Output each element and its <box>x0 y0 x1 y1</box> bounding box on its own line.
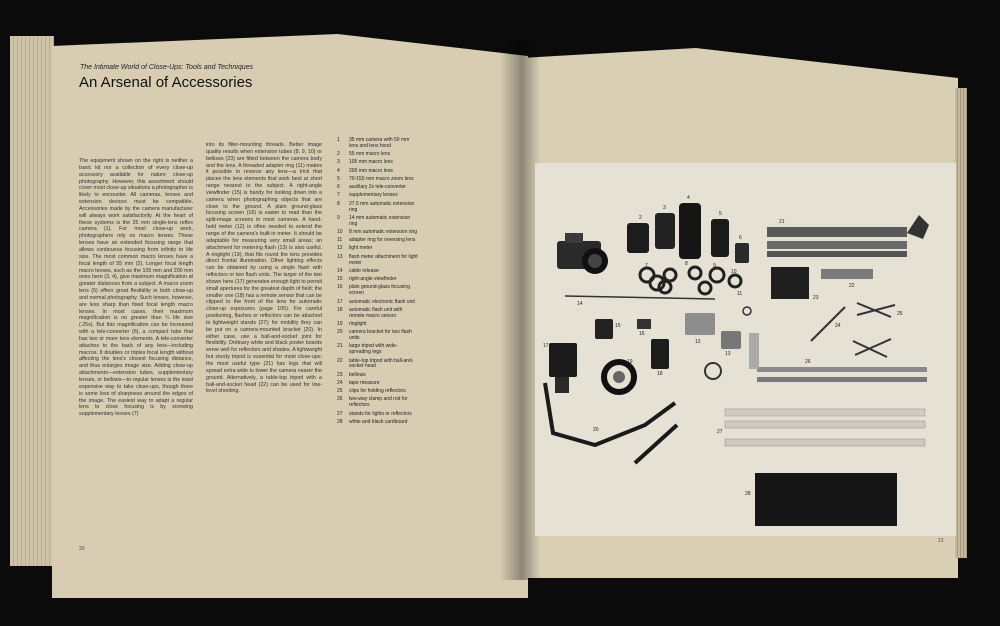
plate-label: 24 <box>835 323 841 329</box>
legend-item: 20 camera bracket for two flash units <box>337 329 412 342</box>
legend-item: 28 white and black cardboard <box>337 418 408 425</box>
plate-label: 22 <box>849 283 855 289</box>
legend-item: 22 table-top tripod with ball-and-socket head <box>337 357 414 370</box>
plate-label: 16 <box>639 331 645 337</box>
plate-label: 11 <box>737 291 743 297</box>
plate-label: 17 <box>543 343 549 349</box>
legend-item: 15 right-angle viewfinder <box>337 276 397 283</box>
page-number-right: 21 <box>938 538 944 544</box>
black-cardboard <box>755 473 897 526</box>
camera-shape <box>557 233 608 274</box>
page-number-left: 20 <box>79 546 85 552</box>
legend-item: 14 cable release <box>337 267 379 274</box>
plate-label: 9 <box>713 263 716 269</box>
legend-item: 24 tape measure <box>337 379 380 386</box>
book-gutter <box>500 40 540 580</box>
page-title: An Arsenal of Accessories <box>79 74 253 91</box>
ring-shapes <box>640 267 741 294</box>
plate-label: 21 <box>779 219 785 225</box>
equipment-photo-plate <box>535 163 956 536</box>
body-column-1: The equipment shown on the right is neither a basic kit nor a collection of every close-up accessory available for nature close-up photography. However, this assortment should cover most close-up situations a photographer is likely to encounter. All cameras, lenses and extension devices must be compatible. Accessories made by the camera manufacturer will always work satisfactorily. At the heart of these systems is the 35 mm single-lens reflex camera (1). For most close-up work, photographers rely on macro lenses. These lenses have an extended focusing range that allows continuous focusing from infinity to life size. The most common macro lenses have a focal length of 55 mm (2). Longer focal length macro lenses, such as the 105 mm and 200 mm ones here (3, 4), give maximum magnification at greater distances from a subject. A macro zoom lens (5) offers great flexibility in both close-up and normal photography. Such lenses, however, are less sharp than fixed focal length macro lenses. In most cases, their maximum magnification is no greater than ¼ life size (.25x). But this magnification can be increased with a tele-converter (6), a compact tube that has two or more lens elements. A tele-converter attaches to the back of any lens—including macros. It doubles or triples focal length without affecting the lens's closest focusing distance, and thus enlarges image size. Adding close-up attachments—extension tubes, supplementary lenses, or bellows—to regular lenses is the least expensive way to take close-ups, though there is some loss of sharpness around the edges of the image. The easiest way to adapt a regular lens to close focusing is by screwing supplementary lenses (7) <box>79 158 193 418</box>
plate-label: 5 <box>719 211 722 217</box>
plate-label: 8 <box>685 261 688 267</box>
right-page-edges <box>955 88 967 558</box>
legend-item: 2 55 mm macro lens <box>337 151 391 158</box>
legend-item: 18 automatic flash unit with remote macro sensor <box>337 306 403 319</box>
stand-shapes <box>725 333 927 446</box>
plate-label: 27 <box>717 429 723 435</box>
plate-label: 25 <box>897 311 903 317</box>
legend-item: 16 plain ground-glass focusing screen <box>337 284 410 297</box>
lens-shapes <box>627 203 749 263</box>
legend-item: 26 two-way clamp and rod for reflectors <box>337 396 408 409</box>
legend-item: 1 35 mm camera with 50 mm lens and lens hood <box>337 137 410 149</box>
legend-item: 7 supplementary lenses <box>337 192 398 199</box>
legend-item: 11 adapter ring for reversing lens <box>337 237 416 244</box>
legend-item: 6 auxiliary 2x tele-converter <box>337 184 406 191</box>
legend-item: 4 200 mm macro lens <box>337 167 393 174</box>
body-column-2: into its filter-mounting threads. Better image quality results when extension tubes (8, 9, 10) or bellows (23) are fitted between the camera body and the lens. A threaded adapter ring (11) makes it possible to reverse any lens—a trick that places the lens elements that work best at short range nearest to the subject. A right-angle viewfinder (15) is handy for looking down into a camera when photographing objects that are close to the ground. A plain ground-glass focusing screen (16) is easier to read than the split-image screens in most cameras. A hand-held meter (12) is often needed to extend the range of the camera's built-in meter. It should be adaptable for measuring very small areas; an attachment for metering flash (13) is also useful. A ringlight (19), that fits round the lens provides direct frontal illumination. Other lighting effects can be obtained by using a single flash with reflectors or two flash units. The larger of the two shown here (17) generates enough light to permit small apertures for the greatest depth of field; the smaller one (18) has a remote sensor that can be clipped to the front of the lens for automatic close-up exposures (page 105). For careful positioning, flashes or reflectors can be attached to lightweight stands (27); for mobility they can be put on a camera-mounted bracket (20). In either case, use a ball-and-socket joint for flexibility. Ordinary white and black poster boards serve well for reflectors and shades. A lightweight but sturdy tripod is essential for most close-ups; the most useful type (21) has legs that will spread extra wide to lower the camera nearer the ground. Alternatively, a table-top tripod with a ball-and-socket head (22) can be used for low-level shooting. <box>206 142 322 395</box>
legend-item: 10 8 mm automatic extension ring <box>337 228 418 235</box>
plate-label: 13 <box>725 351 731 357</box>
bracket-shape <box>545 383 677 463</box>
equipment-legend <box>337 138 419 428</box>
left-page-edges <box>10 36 54 566</box>
plate-label: 12 <box>695 339 701 345</box>
plate-label: 2 <box>639 215 642 221</box>
legend-item: 17 automatic electronic flash unit <box>337 298 415 305</box>
cable-release-shape <box>565 296 715 299</box>
plate-label: 1 <box>573 235 576 241</box>
legend-item: 13 flash meter attachment for light meter <box>337 253 418 266</box>
tape-measure-shape <box>705 363 721 379</box>
legend-item: 27 stands for lights or reflectors <box>337 410 412 417</box>
clip-shapes <box>811 303 895 357</box>
plate-label: 10 <box>731 269 737 275</box>
legend-item: 19 ringlight <box>337 320 367 327</box>
plate-label: 6 <box>739 235 742 241</box>
legend-item: 23 bellows <box>337 371 366 378</box>
plate-label: 14 <box>577 301 583 307</box>
plate-label: 18 <box>657 371 663 377</box>
bellows-shape <box>771 267 809 299</box>
plate-label: 20 <box>593 427 599 433</box>
plate-label: 3 <box>663 205 666 211</box>
plate-label: 4 <box>687 195 690 201</box>
legend-item: 21 large tripod with wide-spreading legs <box>337 343 398 356</box>
legend-item: 12 light meter <box>337 245 373 252</box>
ringlight-shape <box>604 362 634 392</box>
plate-label: 26 <box>805 359 811 365</box>
legend-item: 9 14 mm automatic extension ring <box>337 214 411 227</box>
plate-label: 23 <box>813 295 819 301</box>
legend-item: 25 clips for holding reflectors <box>337 388 406 395</box>
legend-item: 8 27.5 mm automatic extension ring <box>337 200 415 213</box>
plate-label: 19 <box>627 359 633 365</box>
plate-label: 7 <box>645 263 648 269</box>
rail-shape <box>821 269 873 279</box>
legend-item: 3 105 mm macro lens <box>337 159 393 166</box>
tripod-shape <box>767 215 929 257</box>
running-head: The Intimate World of Close-Ups: Tools and Techniques <box>80 64 254 71</box>
legend-item: 5 70-150 mm macro zoom lens <box>337 175 414 182</box>
plate-label: 28 <box>745 491 751 497</box>
plate-label: 15 <box>615 323 621 329</box>
